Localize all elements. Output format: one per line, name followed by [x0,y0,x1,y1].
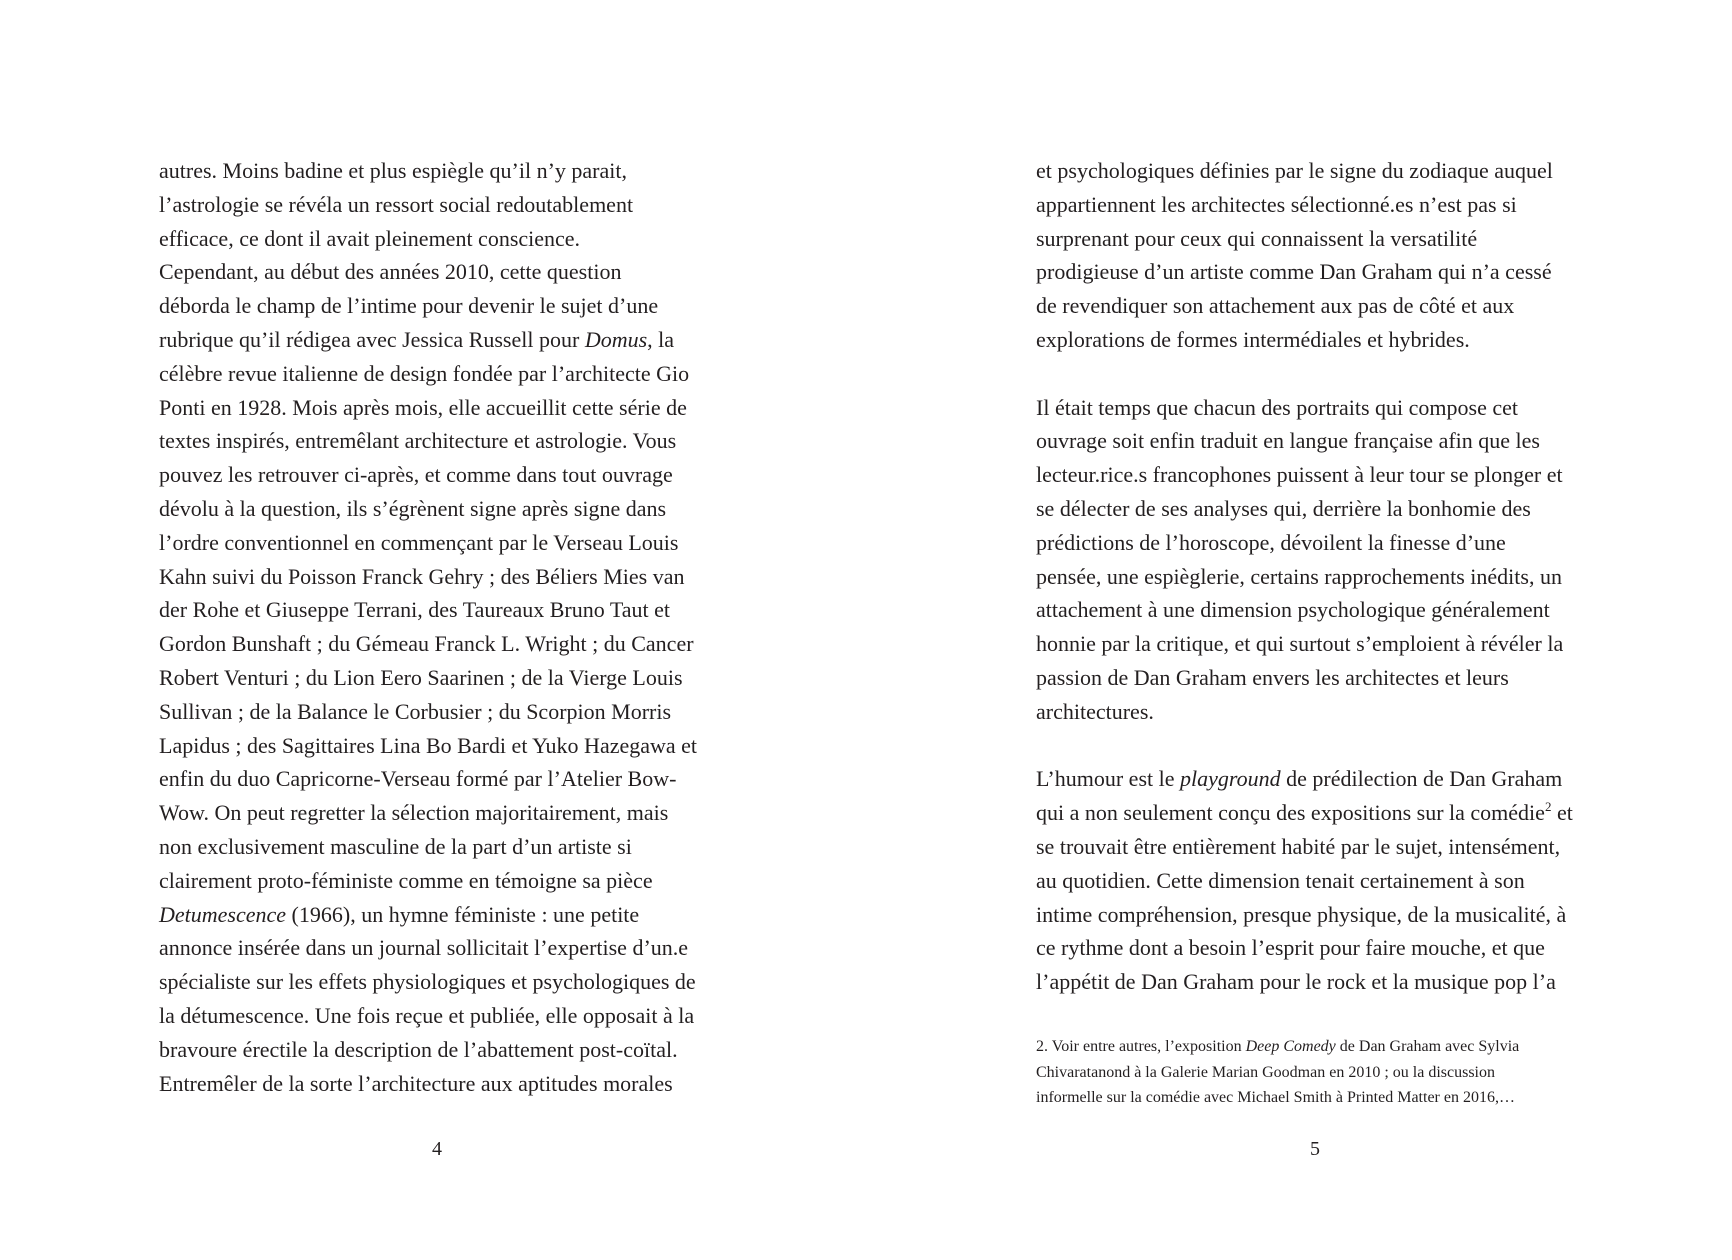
text-line: efficace, ce dont il avait pleinement conscience. [159,225,581,251]
text-line: l’ordre conventionnel en commençant par le Verseau Louis [159,529,679,555]
text-line: pensée, une espièglerie, certains rapprochements inédits, un [1036,563,1562,589]
text-segment: , la [647,326,675,352]
text-line: Kahn suivi du Poisson Franck Gehry ; des Béliers Mies van [159,563,685,589]
text-line: der Rohe et Giuseppe Terrani, des Taureaux Bruno Taut et [159,597,671,623]
paragraph [1036,391,1573,729]
right-page [866,0,1732,1260]
italic-title: Detumescence [159,901,287,927]
text-line: surprenant pour ceux qui connaissent la versatilité [1036,225,1478,251]
text-line: de revendiquer son attachement aux pas de côté et aux [1036,293,1515,319]
text-line [159,323,697,357]
text-line: appartiennent les architectes sélectionné.es n’est pas si [1036,191,1517,217]
text-line: Gordon Bunshaft ; du Gémeau Franck L. Wright ; du Cancer [159,631,694,657]
text-segment: de Dan Graham avec Sylvia [1335,1038,1520,1055]
text-segment: rubrique qu’il rédigea avec Jessica Russell pour [159,326,585,352]
text-line: ouvrage soit enfin traduit en langue française afin que les [1036,428,1540,454]
text-line: ce rythme dont a besoin l’esprit pour faire mouche, et que [1036,935,1545,961]
text-line [1036,762,1573,796]
text-segment: de prédilection de Dan Graham [1280,766,1563,792]
text-line: lecteur.rice.s francophones puissent à leur tour se plonger et [1036,462,1563,488]
text-segment: et [1551,800,1573,826]
text-line: Robert Venturi ; du Lion Eero Saarinen ; de la Vierge Louis [159,664,683,690]
text-line: Wow. On peut regretter la sélection majoritairement, mais [159,800,669,826]
text-line: se trouvait être entièrement habité par le sujet, intensément, [1036,833,1561,859]
text-line: se délecter de ses analyses qui, derrière la bonhomie des [1036,495,1531,521]
text-line: célèbre revue italienne de design fondée par l’architecte Gio [159,360,690,386]
text-line: clairement proto-féministe comme en témoigne sa pièce [159,867,653,893]
text-segment: 2. Voir entre autres, l’exposition [1036,1038,1246,1055]
text-line: autres. Moins badine et plus espiègle qu’il n’y parait, [159,158,627,183]
text-line: Lapidus ; des Sagittaires Lina Bo Bardi et Yuko Hazegawa et [159,732,698,758]
text-line: prédictions de l’horoscope, dévoilent la finesse d’une [1036,529,1506,555]
page-number-right: 5 [1310,1138,1320,1160]
text-line: annonce insérée dans un journal sollicitait l’expertise d’un.e [159,935,689,961]
text-line: déborda le champ de l’intime pour devenir le sujet d’une [159,293,659,319]
text-line: explorations de formes intermédiales et hybrides. [1036,326,1470,352]
text-line: dévolu à la question, ils s’égrènent signe après signe dans [159,495,667,521]
text-line: Il était temps que chacun des portraits qui compose cet [1036,394,1519,420]
text-line: enfin du duo Capricorne-Verseau formé par l’Atelier Bow- [159,766,677,792]
text-line: Chivaratanond à la Galerie Marian Goodman en 2010 ; ou la discussion [1036,1063,1495,1081]
text-line: bravoure érectile la description de l’abattement post-coïtal. [159,1036,678,1062]
italic-title: Domus [584,326,648,352]
footnote [1036,1034,1519,1111]
left-body-text [159,154,697,1100]
page-number-left: 4 [432,1138,442,1160]
text-line: attachement à une dimension psychologique généralement [1036,597,1550,623]
text-line: prodigieuse d’un artiste comme Dan Graham qui n’a cessé [1036,259,1552,285]
italic-title: Deep Comedy [1245,1038,1336,1055]
text-segment: (1966), un hymne féministe : une petite [286,901,640,927]
text-line: informelle sur la comédie avec Michael Smith à Printed Matter en 2016,… [1036,1089,1515,1106]
text-line: Cependant, au début des années 2010, cette question [159,259,622,285]
text-line: Sullivan ; de la Balance le Corbusier ; du Scorpion Morris [159,698,672,724]
footnote-reference: 2 [1544,799,1552,815]
text-line: pouvez les retrouver ci-après, et comme dans tout ouvrage [159,462,673,488]
text-line: l’appétit de Dan Graham pour le rock et la musique pop l’a [1036,969,1556,995]
paragraph [159,154,697,1100]
paragraph [1036,154,1573,357]
text-line: intime compréhension, presque physique, de la musicalité, à [1036,901,1567,927]
text-line: au quotidien. Cette dimension tenait certainement à son [1036,867,1525,893]
right-body-text [1036,154,1573,999]
text-line: non exclusivement masculine de la part d’un artiste si [159,833,632,859]
text-line: l’astrologie se révéla un ressort social redoutablement [159,191,634,217]
text-segment: qui a non seulement conçu des expositions sur la comédie [1036,800,1545,826]
text-line: Entremêler de la sorte l’architecture aux aptitudes morales [159,1070,673,1096]
text-line: honnie par la critique, et qui surtout s’emploient à révéler la [1036,631,1564,657]
text-line: textes inspirés, entremêlant architecture et astrologie. Vous [159,428,677,454]
text-line [1036,1034,1519,1060]
text-line: spécialiste sur les effets physiologiques et psychologiques de [159,969,696,995]
text-line: et psychologiques définies par le signe du zodiaque auquel [1036,158,1553,183]
italic-title: playground [1180,766,1281,792]
text-line [159,898,697,932]
text-line: Ponti en 1928. Mois après mois, elle accueillit cette série de [159,394,687,420]
text-line: architectures. [1036,698,1154,724]
text-line: passion de Dan Graham envers les architectes et leurs [1036,664,1509,690]
text-segment: L’humour est le [1036,766,1180,792]
paragraph [1036,762,1573,999]
text-line: la détumescence. Une fois reçue et publiée, elle opposait à la [159,1002,695,1028]
text-line [1036,796,1573,830]
